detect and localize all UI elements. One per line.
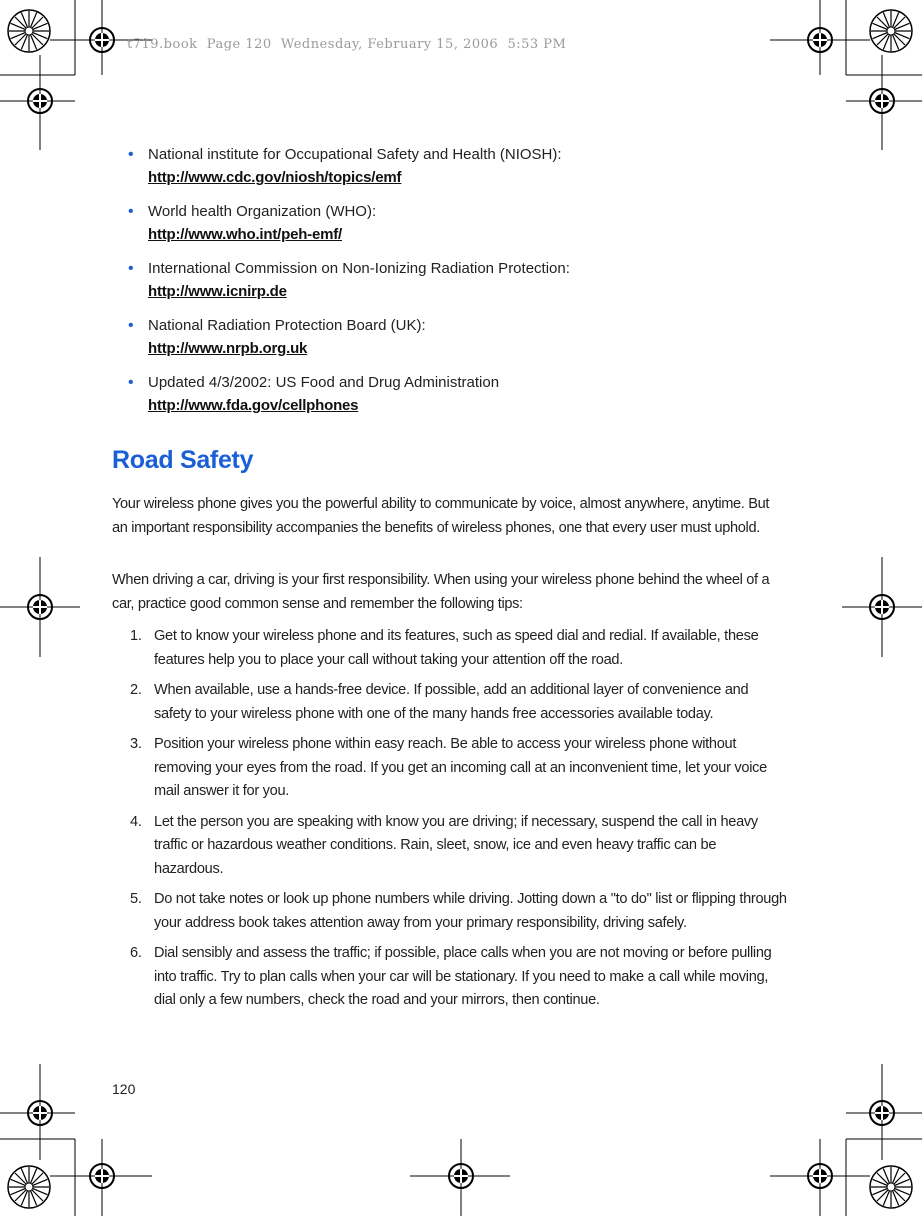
bullet-icon: • [128,203,134,220]
link-url[interactable]: http://www.who.int/peh-emf/ [148,226,343,243]
bullet-icon: • [128,146,134,163]
bullet-icon: • [128,260,134,277]
tip-item [130,625,788,672]
print-header-stamp: t719.book Page 120 Wednesday, February 15, 2006 5:53 PM [127,37,567,52]
tip-text: Position your wireless phone within easy reach. Be able to access your wireless phone without removing your eyes from the road. If you get an incoming call at an inconvenient time, let your voice mail answer it for you. [154,736,767,799]
link-label: World health Organization (WHO): [148,203,377,220]
tip-text: Get to know your wireless phone and its features, such as speed dial and redial. If available, these features help you to place your call without taking your attention off the road. [154,628,759,668]
resource-links-list [128,143,788,428]
link-url[interactable]: http://www.icnirp.de [148,283,287,300]
tip-number: 6. [130,945,142,961]
link-url[interactable]: http://www.cdc.gov/niosh/topics/emf [148,169,402,186]
tip-text: Do not take notes or look up phone numbers while driving. Jotting down a "to do" list or flipping through your address book takes attention away from your primary responsibility, driving safely. [154,891,787,931]
tip-number: 4. [130,813,142,830]
link-url[interactable]: http://www.nrpb.org.uk [148,340,308,357]
tip-item [130,888,788,935]
tip-item [130,679,788,726]
list-item [128,257,788,303]
link-label: International Commission on Non-Ionizing Radiation Protection: [148,260,570,277]
tip-item [130,811,788,882]
tip-number: 1. [130,628,142,644]
tip-number: 2. [130,682,142,698]
link-label: National institute for Occupational Safety and Health (NIOSH): [148,146,562,163]
bullet-icon: • [128,317,134,334]
tip-number: 3. [130,736,142,752]
list-item [128,371,788,417]
list-item [128,200,788,246]
link-label: Updated 4/3/2002: US Food and Drug Administration [148,374,500,391]
driving-paragraph: When driving a car, driving is your first responsibility. When using your wireless phone behind the wheel of a car, practice good common sense and remember the following tips: [112,572,770,612]
tip-text: When available, use a hands-free device. If possible, add an additional layer of convenience and safety to your wireless phone with one of the many hands free accessories available today. [154,682,749,722]
tip-item [130,733,788,804]
tip-item [130,942,788,1013]
safety-tips-list [130,625,788,1020]
tip-text: Let the person you are speaking with know you are driving; if necessary, suspend the call in heavy traffic or hazardous weather conditions. Rain, sleet, snow, ice and even heavy traffic can be hazardous. [154,813,758,877]
list-item [128,314,788,360]
section-title: Road Safety [112,446,254,474]
list-item [128,143,788,189]
link-label: National Radiation Protection Board (UK): [148,317,426,334]
tip-text: Dial sensibly and assess the traffic; if possible, place calls when you are not moving or before pulling into traffic. Try to plan calls when your car will be stationary. If you need to make a call while moving, dial only a few numbers, check the road and your mirrors, then continue. [154,945,772,1008]
page-number: 120 [112,1081,136,1097]
link-url[interactable]: http://www.fda.gov/cellphones [148,397,359,414]
bullet-icon: • [128,374,134,391]
intro-paragraph: Your wireless phone gives you the powerful ability to communicate by voice, almost anywhere, anytime. But an important responsibility accompanies the benefits of wireless phones, one that every user must uphold. [112,496,770,536]
tip-number: 5. [130,891,142,907]
